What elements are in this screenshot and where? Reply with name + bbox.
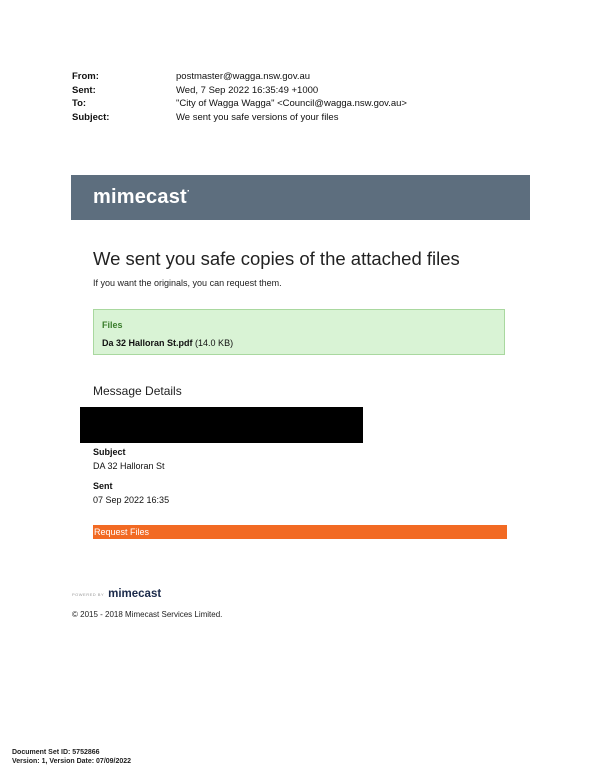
mimecast-logo (93, 186, 190, 209)
email-header (72, 70, 407, 124)
powered-by-brand: mimecast (108, 588, 162, 600)
file-size: (14.0 KB) (195, 338, 234, 348)
page-title: We sent you safe copies of the attached files (93, 248, 460, 269)
redaction-block (80, 407, 363, 443)
files-label: Files (102, 320, 123, 330)
from-value: postmaster@wagga.nsw.gov.au (176, 71, 311, 82)
request-files-button[interactable]: Request Files (93, 525, 507, 539)
page-subtitle: If you want the originals, you can request them. (93, 278, 282, 288)
sent-value: Wed, 7 Sep 2022 16:35:49 +1000 (176, 84, 319, 96)
files-box (93, 309, 505, 355)
sent-label: Sent: (72, 84, 96, 96)
mimecast-logo-text: mimecast (93, 186, 187, 208)
to-label: To: (72, 98, 87, 109)
file-name: Da 32 Halloran St.pdf (102, 338, 193, 348)
subject-label: Subject: (72, 111, 110, 123)
from-label: From: (72, 71, 99, 82)
powered-by-text: POWERED BY (72, 592, 105, 597)
document-footer (12, 748, 131, 766)
message-details-heading: Message Details (93, 384, 182, 398)
copyright-text: © 2015 - 2018 Mimecast Services Limited. (72, 610, 223, 619)
version-date: Version: 1, Version Date: 07/09/2022 (12, 758, 132, 765)
to-value: "City of Wagga Wagga" <Council@wagga.nsw.gov.au> (176, 98, 407, 109)
file-item (102, 338, 233, 348)
mimecast-logo-mark: · (186, 186, 191, 197)
detail-subject-value: DA 32 Halloran St (93, 461, 165, 471)
detail-subject-label: Subject (93, 447, 126, 457)
mimecast-banner (71, 175, 530, 220)
detail-sent-value: 07 Sep 2022 16:35 (93, 495, 170, 505)
powered-by-logo (72, 588, 161, 600)
doc-set-id: Document Set ID: 5752866 (12, 749, 100, 756)
subject-value: We sent you safe versions of your files (176, 111, 339, 123)
detail-sent-label: Sent (93, 481, 113, 491)
